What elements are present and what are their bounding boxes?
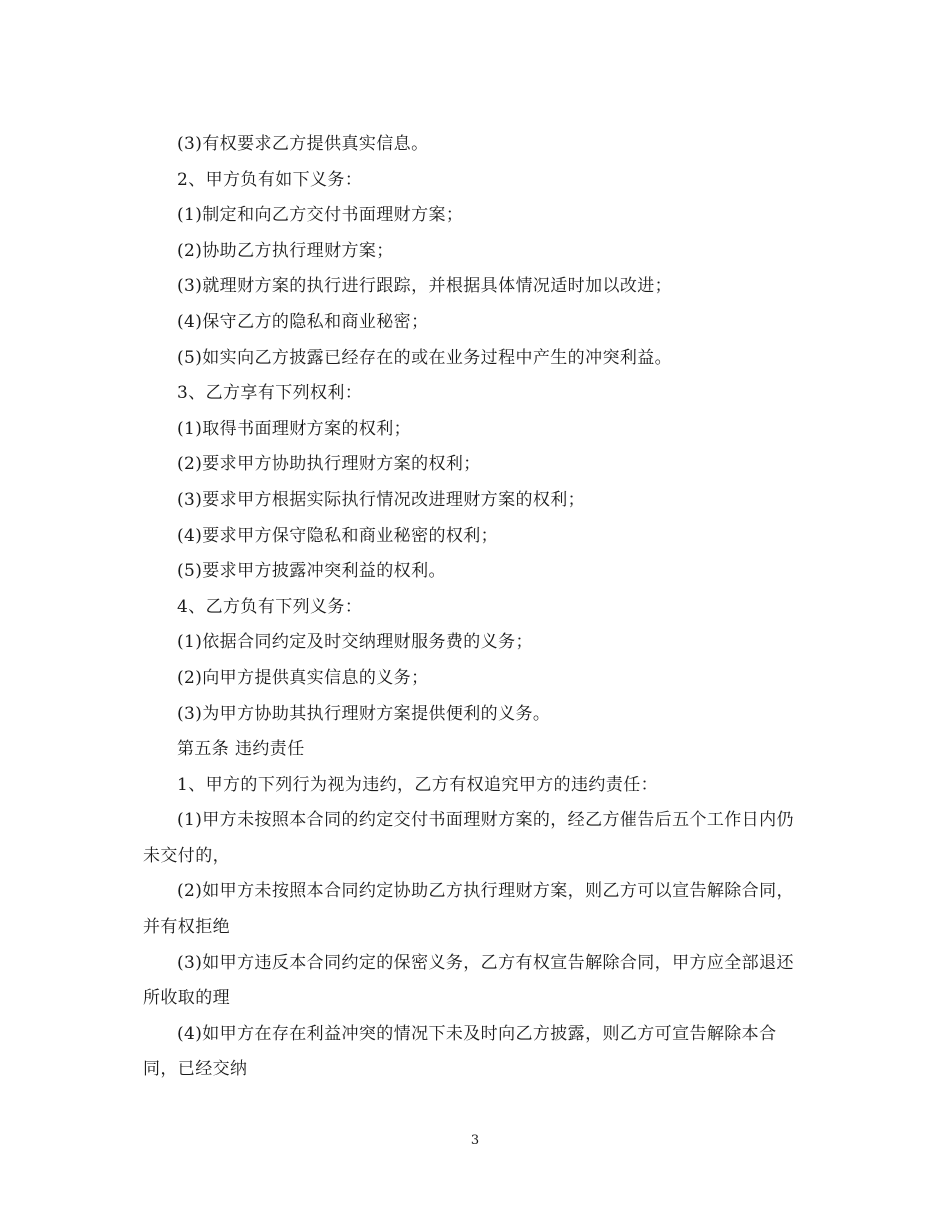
paragraph-b-right-2: (2)要求甲方协助执行理财方案的权利；: [177, 454, 481, 475]
paragraph-b-duty-1: (1)依据合同约定及时交纳理财服务费的义务；: [177, 632, 533, 653]
paragraph-breach-1: (1)甲方未按照本合同的约定交付书面理财方案的，经乙方催告后五个工作日内仍未交付的，: [143, 810, 794, 866]
article-5-heading: 第五条 违约责任: [177, 739, 305, 760]
paragraph-party-b-duties-heading: 4、乙方负有下列义务：: [177, 596, 363, 617]
paragraph-breach-heading: 1、甲方的下列行为视为违约，乙方有权追究甲方的违约责任：: [177, 774, 659, 795]
paragraph-breach-2: (2)如甲方未按照本合同约定协助乙方执行理财方案，则乙方可以宣告解除合同，并有权拒绝: [143, 881, 794, 938]
paragraph-b-duty-3: (3)为甲方协助其执行理财方案提供便利的义务。: [177, 703, 551, 724]
paragraph-party-b-rights-heading: 3、乙方享有下列权利：: [177, 383, 363, 404]
paragraph-b-right-4: (4)要求甲方保守隐私和商业秘密的权利；: [177, 525, 499, 546]
paragraph-duty-4: (4)保守乙方的隐私和商业秘密；: [177, 311, 429, 332]
paragraph-duty-2: (2)协助乙方执行理财方案；: [177, 240, 394, 261]
paragraph-b-right-5: (5)要求甲方披露冲突利益的权利。: [177, 561, 446, 582]
paragraph-duty-1: (1)制定和向乙方交付书面理财方案；: [177, 205, 464, 226]
paragraph-breach-3: (3)如甲方违反本合同约定的保密义务，乙方有权宣告解除合同，甲方应全部退还所收取的理: [143, 952, 794, 1009]
document-body: [143, 127, 808, 1088]
paragraph-party-a-duties-heading: 2、甲方负有如下义务：: [177, 169, 363, 190]
paragraph-right-3: (3)有权要求乙方提供真实信息。: [177, 134, 429, 154]
paragraph-duty-3: (3)就理财方案的执行进行跟踪，并根据具体情况适时加以改进；: [177, 276, 673, 297]
page-number: 3: [470, 1133, 480, 1148]
paragraph-breach-4: (4)如甲方在存在利益冲突的情况下未及时向乙方披露，则乙方可宣告解除本合同，已经交纳: [143, 1023, 777, 1080]
paragraph-b-duty-2: (2)向甲方提供真实信息的义务；: [177, 667, 429, 688]
paragraph-b-right-1: (1)取得书面理财方案的权利；: [177, 418, 412, 439]
paragraph-b-right-3: (3)要求甲方根据实际执行情况改进理财方案的权利；: [177, 489, 586, 510]
paragraph-duty-5: (5)如实向乙方披露已经存在的或在业务过程中产生的冲突利益。: [177, 347, 673, 368]
